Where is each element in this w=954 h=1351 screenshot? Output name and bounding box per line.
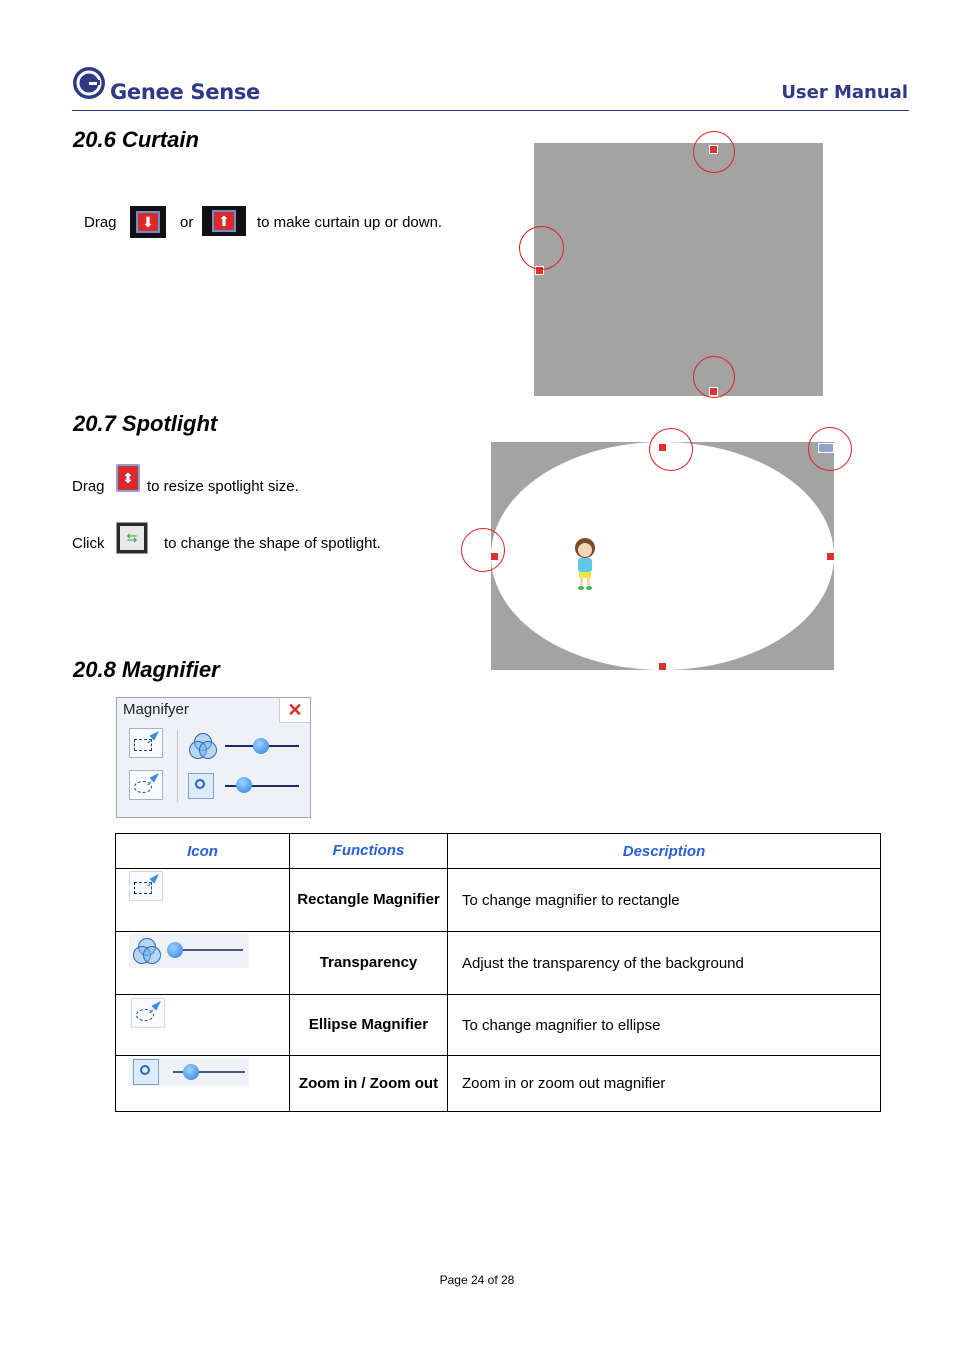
highlight-circle <box>693 356 735 398</box>
zoom-icon <box>188 773 214 799</box>
table-row <box>116 932 881 995</box>
section-heading-magnifier: 20.8 Magnifier <box>73 657 220 682</box>
girl-figure-icon <box>570 534 600 594</box>
table-row <box>116 1056 881 1112</box>
highlight-circle <box>693 131 735 173</box>
column-header-functions: Functions <box>290 834 448 869</box>
curtain-screenshot <box>534 143 823 396</box>
row-description: Adjust the transparency of the background <box>448 932 881 995</box>
slider-knob <box>167 942 183 958</box>
row-function: Ellipse Magnifier <box>290 995 448 1056</box>
table-row <box>116 869 881 932</box>
table-row <box>116 995 881 1056</box>
page-number: Page 24 of 28 <box>439 1273 515 1287</box>
transparency-icon <box>187 731 217 761</box>
brand-name: Genee Sense <box>110 80 260 104</box>
row-function: Zoom in / Zoom out <box>290 1056 448 1112</box>
spotlight-click-instruction: to change the shape of spotlight. <box>164 535 381 552</box>
spotlight-resize-icon: ⬍ <box>116 464 140 492</box>
header-divider <box>72 110 909 111</box>
row-icon-cell <box>116 995 290 1056</box>
rectangle-magnifier-icon <box>129 871 163 901</box>
highlight-circle <box>461 528 505 572</box>
slider-knob <box>183 1064 199 1080</box>
curtain-instruction: to make curtain up or down. <box>257 214 443 231</box>
spotlight-shape-icon: ⇆ <box>116 522 148 554</box>
curtain-or-label: or <box>180 214 194 231</box>
panel-divider <box>177 730 178 802</box>
spotlight-drag-instruction: to resize spotlight size. <box>147 478 299 495</box>
spotlight-ellipse <box>491 442 834 670</box>
highlight-circle <box>808 427 852 471</box>
section-heading-spotlight: 20.7 Spotlight <box>73 411 218 436</box>
spotlight-drag-label: Drag <box>72 478 105 495</box>
spotlight-screenshot <box>491 442 834 670</box>
row-function: Rectangle Magnifier <box>290 869 448 932</box>
document-type: User Manual <box>781 82 908 103</box>
highlight-circle <box>649 428 693 471</box>
row-description: To change magnifier to ellipse <box>448 995 881 1056</box>
transparency-slider-knob[interactable] <box>253 738 269 754</box>
row-function: Transparency <box>290 932 448 995</box>
row-icon-cell <box>116 1056 290 1112</box>
ellipse-magnifier-icon[interactable] <box>129 770 163 800</box>
curtain-up-button-icon: ⬆ <box>202 206 246 236</box>
table-header-row <box>116 834 881 869</box>
zoom-icon <box>133 1059 159 1085</box>
row-description: To change magnifier to rectangle <box>448 869 881 932</box>
spotlight-click-label: Click <box>72 535 105 552</box>
close-icon[interactable]: ✕ <box>279 698 310 723</box>
column-header-icon: Icon <box>116 834 290 869</box>
genee-logo-icon <box>72 66 106 100</box>
ellipse-magnifier-icon <box>131 998 165 1028</box>
curtain-down-button-icon: ⬇ <box>130 206 166 238</box>
row-description: Zoom in or zoom out magnifier <box>448 1056 881 1112</box>
highlight-circle <box>519 226 564 270</box>
row-icon-cell <box>116 869 290 932</box>
spotlight-right-handle <box>826 552 835 561</box>
magnifier-panel <box>116 697 311 818</box>
spotlight-bottom-handle <box>658 662 667 671</box>
column-header-description: Description <box>448 834 881 869</box>
curtain-drag-label: Drag <box>84 214 117 231</box>
transparency-icon <box>131 936 161 966</box>
transparency-slider-image <box>129 934 249 968</box>
zoom-slider-image <box>129 1058 249 1086</box>
row-icon-cell <box>116 932 290 995</box>
magnifier-panel-title: Magnifyer <box>123 701 189 718</box>
magnifier-functions-table <box>115 833 881 1112</box>
rectangle-magnifier-icon[interactable] <box>129 728 163 758</box>
section-heading-curtain: 20.6 Curtain <box>73 127 199 152</box>
zoom-slider-knob[interactable] <box>236 777 252 793</box>
